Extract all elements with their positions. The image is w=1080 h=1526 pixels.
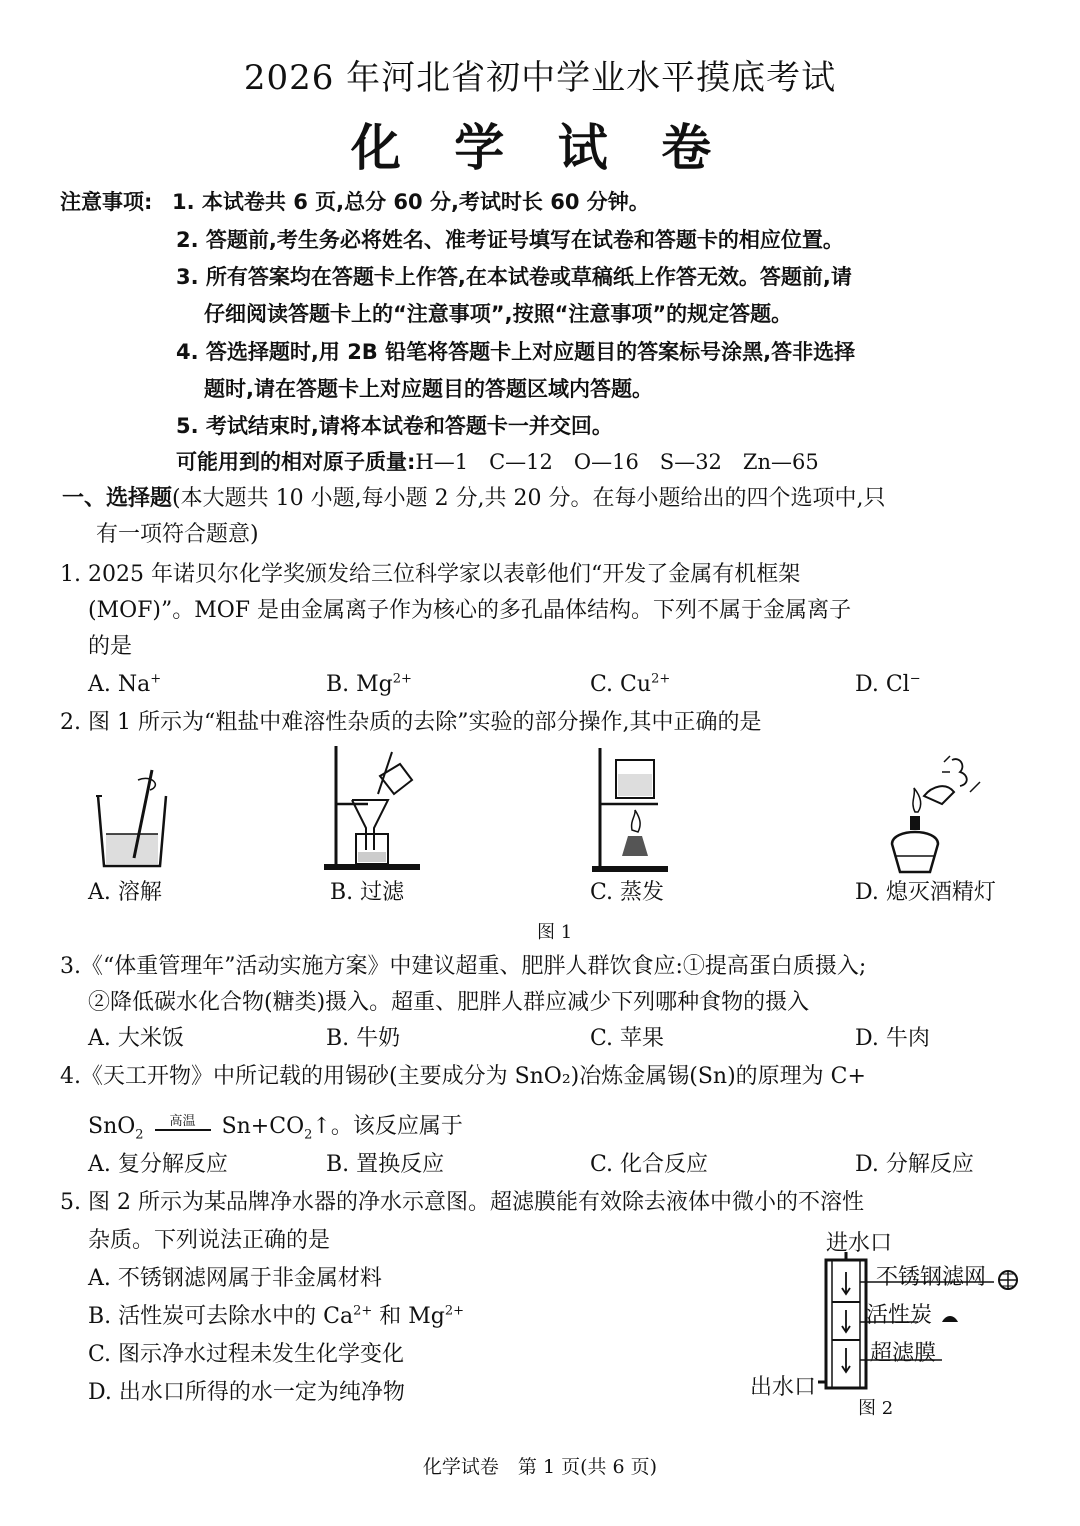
- section-heading: 一、选择题: [62, 486, 173, 511]
- q3-option-b: B. 牛奶: [326, 1026, 401, 1051]
- reaction-arrow: [151, 1114, 215, 1137]
- note-item: 4. 答选择题时,用 2B 铅笔将答题卡上对应题目的答案标号涂黑,答非选择: [176, 340, 856, 364]
- q3-option-a: A. 大米饭: [88, 1026, 184, 1051]
- note-item: 仔细阅读答题卡上的“注意事项”,按照“注意事项”的规定答题。: [204, 302, 793, 326]
- reaction-condition: 高温: [169, 1114, 196, 1129]
- q2-option-c: C. 蒸发: [590, 880, 665, 905]
- page-footer: 化学试卷 第 1 页(共 6 页): [422, 1456, 658, 1478]
- atomic-mass-line: [176, 446, 819, 476]
- note-item: 5. 考试结束时,请将本试卷和答题卡一并交回。: [176, 414, 613, 438]
- q3-line: ②降低碳水化合物(糖类)摄入。超重、肥胖人群应减少下列哪种食物的摄入: [88, 990, 810, 1015]
- notes-heading: 注意事项:: [60, 190, 153, 214]
- dissolve-beaker-figure: [92, 760, 172, 870]
- q2-option-b: B. 过滤: [330, 880, 405, 905]
- note-item: 题时,请在答题卡上对应题目的答题区域内答题。: [204, 377, 653, 401]
- q2-line: 2. 图 1 所示为“粗盐中难溶性杂质的去除”实验的部分操作,其中正确的是: [60, 710, 762, 735]
- atomic-mass-values: H—1 C—12 O—16 S—32 Zn—65: [415, 450, 819, 474]
- q1-option-b: B. $Mg^{2+}$: [326, 671, 412, 697]
- atomic-mass-label: 可能用到的相对原子质量:: [176, 450, 416, 474]
- outlet-label: 出水口: [750, 1375, 817, 1400]
- note-item: 2. 答题前,考生务必将姓名、准考证号填写在试卷和答题卡的相应位置。: [176, 228, 844, 252]
- section-desc: (本大题共 10 小题,每小题 2 分,共 20 分。在每小题给出的四个选项中,只: [172, 486, 886, 511]
- q5-line: 5. 图 2 所示为某品牌净水器的净水示意图。超滤膜能有效除去液体中微小的不溶性: [60, 1190, 864, 1215]
- exam-title: 2026 年河北省初中学业水平摸底考试: [243, 58, 837, 98]
- q1-line: 的是: [88, 634, 133, 659]
- mesh-label: 不锈钢滤网: [876, 1265, 987, 1290]
- q2-option-d: D. 熄灭酒精灯: [855, 880, 996, 905]
- q1-option-a: A. Na+: [88, 671, 162, 697]
- q4-line: 4.《天工开物》中所记载的用锡砂(主要成分为 SnO₂)冶炼金属锡(Sn)的原理为 C+: [60, 1064, 866, 1089]
- inlet-label: 进水口: [826, 1231, 893, 1256]
- filtration-figure: [322, 742, 422, 872]
- q5-option-d: D. 出水口所得的水一定为纯净物: [88, 1380, 405, 1405]
- q5-option-c: C. 图示净水过程未发生化学变化: [88, 1342, 405, 1367]
- q4-option-b: B. 置换反应: [326, 1152, 445, 1177]
- q5-option-b: B. 活性炭可去除水中的 $Ca^{2+}$ 和 $Mg^{2+}$: [88, 1303, 465, 1329]
- q4-option-d: D. 分解反应: [855, 1152, 974, 1177]
- figure-2-caption: 图 2: [858, 1398, 894, 1419]
- q3-option-c: C. 苹果: [590, 1026, 665, 1051]
- q4-option-a: A. 复分解反应: [88, 1152, 228, 1177]
- note-item: 3. 所有答案均在答题卡上作答,在本试卷或草稿纸上作答无效。答题前,请: [176, 265, 852, 289]
- q3-line: 3.《“体重管理年”活动实施方案》中建议超重、肥胖人群饮食应:①提高蛋白质摄入;: [60, 954, 867, 979]
- figure-1-caption: 图 1: [537, 922, 573, 943]
- q1-option-c: C. $Cu^{2+}$: [590, 671, 671, 697]
- q1-option-d: D. Cl−: [855, 671, 921, 697]
- evaporation-figure: [590, 744, 670, 874]
- section-heading-line: [62, 484, 886, 514]
- q4-option-c: C. 化合反应: [590, 1152, 709, 1177]
- q1-line: 1. 2025 年诺贝尔化学奖颁发给三位科学家以表彰他们“开发了金属有机框架: [60, 562, 801, 587]
- q5-line: 杂质。下列说法正确的是: [88, 1228, 331, 1253]
- q3-option-d: D. 牛肉: [855, 1026, 930, 1051]
- subject-title: 化 学 试 卷: [350, 118, 730, 177]
- gas-arrow: ↑: [312, 1114, 331, 1139]
- membrane-label: 超滤膜: [870, 1341, 937, 1366]
- q4-equation: SnO$_2$ 高温 $Sn+CO_2↑$。该反应属于: [88, 1112, 463, 1142]
- q1-line: (MOF)”。MOF 是由金属离子作为核心的多孔晶体结构。下列不属于金属离子: [88, 598, 852, 623]
- q2-option-a: A. 溶解: [88, 880, 162, 905]
- section-desc-2: 有一项符合题意): [96, 522, 259, 547]
- carbon-label: 活性炭: [866, 1303, 933, 1328]
- q5-option-a: A. 不锈钢滤网属于非金属材料: [88, 1266, 382, 1291]
- note-item: 1. 本试卷共 6 页,总分 60 分,考试时长 60 分钟。: [172, 190, 650, 214]
- alcohol-lamp-figure: [880, 752, 990, 872]
